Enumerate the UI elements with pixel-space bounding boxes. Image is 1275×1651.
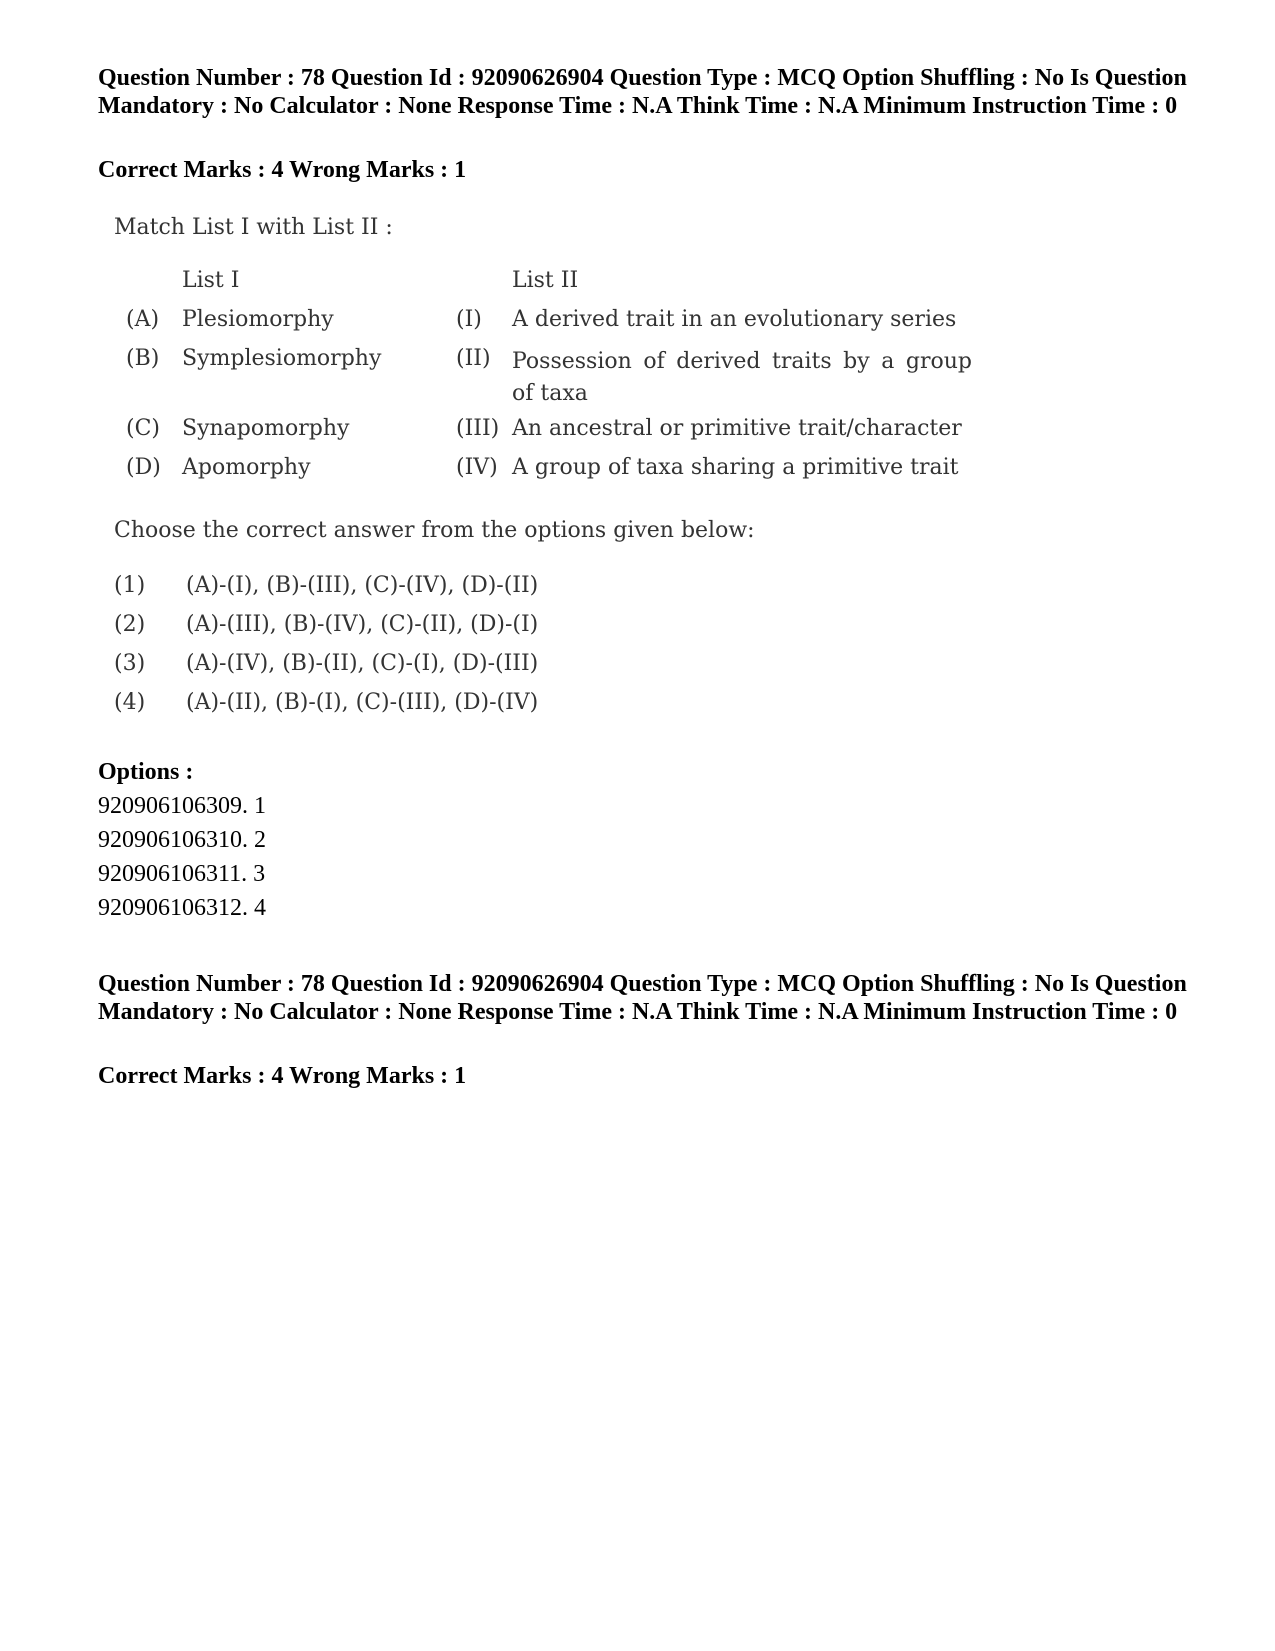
option-item: 920906106311. 3 [98, 861, 266, 887]
list1-item: Apomorphy [182, 455, 311, 480]
list2-heading: List II [512, 268, 579, 293]
option-item: 920906106312. 4 [98, 895, 266, 921]
choose-instruction: Choose the correct answer from the options given below: [114, 518, 755, 543]
list1-item: Synapomorphy [182, 416, 350, 441]
list1-heading: List I [182, 268, 240, 293]
list1-label: (A) [126, 307, 160, 332]
list1-label: (D) [126, 455, 161, 480]
answer-number: (3) [114, 651, 146, 676]
question-meta: Question Number : 78 Question Id : 92090626904 Question Type : MCQ Option Shuffling : No Is Question Mandatory : No Calculator : None Response Time : N.A Think Time : N.A Minimum Instruction Time : 0 [98, 65, 1187, 119]
list2-label: (III) [456, 416, 500, 441]
list1-label: (B) [126, 346, 160, 371]
answer-text: (A)-(I), (B)-(III), (C)-(IV), (D)-(II) [186, 573, 539, 598]
list2-item: A derived trait in an evolutionary series [512, 307, 957, 332]
question-instruction: Match List I with List II : [114, 215, 393, 240]
option-item: 920906106309. 1 [98, 793, 266, 819]
list2-item: A group of taxa sharing a primitive trait [512, 455, 959, 480]
list1-label: (C) [126, 416, 160, 441]
list1-item: Plesiomorphy [182, 307, 334, 332]
list2-item: An ancestral or primitive trait/character [512, 416, 962, 441]
answer-text: (A)-(II), (B)-(I), (C)-(III), (D)-(IV) [186, 690, 539, 715]
answer-text: (A)-(III), (B)-(IV), (C)-(II), (D)-(I) [186, 612, 539, 637]
option-item: 920906106310. 2 [98, 827, 266, 853]
question-meta: Question Number : 78 Question Id : 92090626904 Question Type : MCQ Option Shuffling : No Is Question Mandatory : No Calculator : None Response Time : N.A Think Time : N.A Minimum Instruction Time : 0 [98, 971, 1187, 1025]
list2-label: (IV) [456, 455, 498, 480]
answer-number: (4) [114, 690, 146, 715]
answer-number: (1) [114, 573, 146, 598]
list2-label: (I) [456, 307, 482, 332]
answer-number: (2) [114, 612, 146, 637]
options-title: Options : [98, 759, 194, 785]
list2-item: Possession of derived traits by a group of taxa [512, 349, 972, 406]
marks-line: Correct Marks : 4 Wrong Marks : 1 [98, 157, 467, 183]
list1-item: Symplesiomorphy [182, 346, 382, 371]
answer-text: (A)-(IV), (B)-(II), (C)-(I), (D)-(III) [186, 651, 539, 676]
list2-label: (II) [456, 346, 491, 371]
marks-line: Correct Marks : 4 Wrong Marks : 1 [98, 1063, 467, 1089]
